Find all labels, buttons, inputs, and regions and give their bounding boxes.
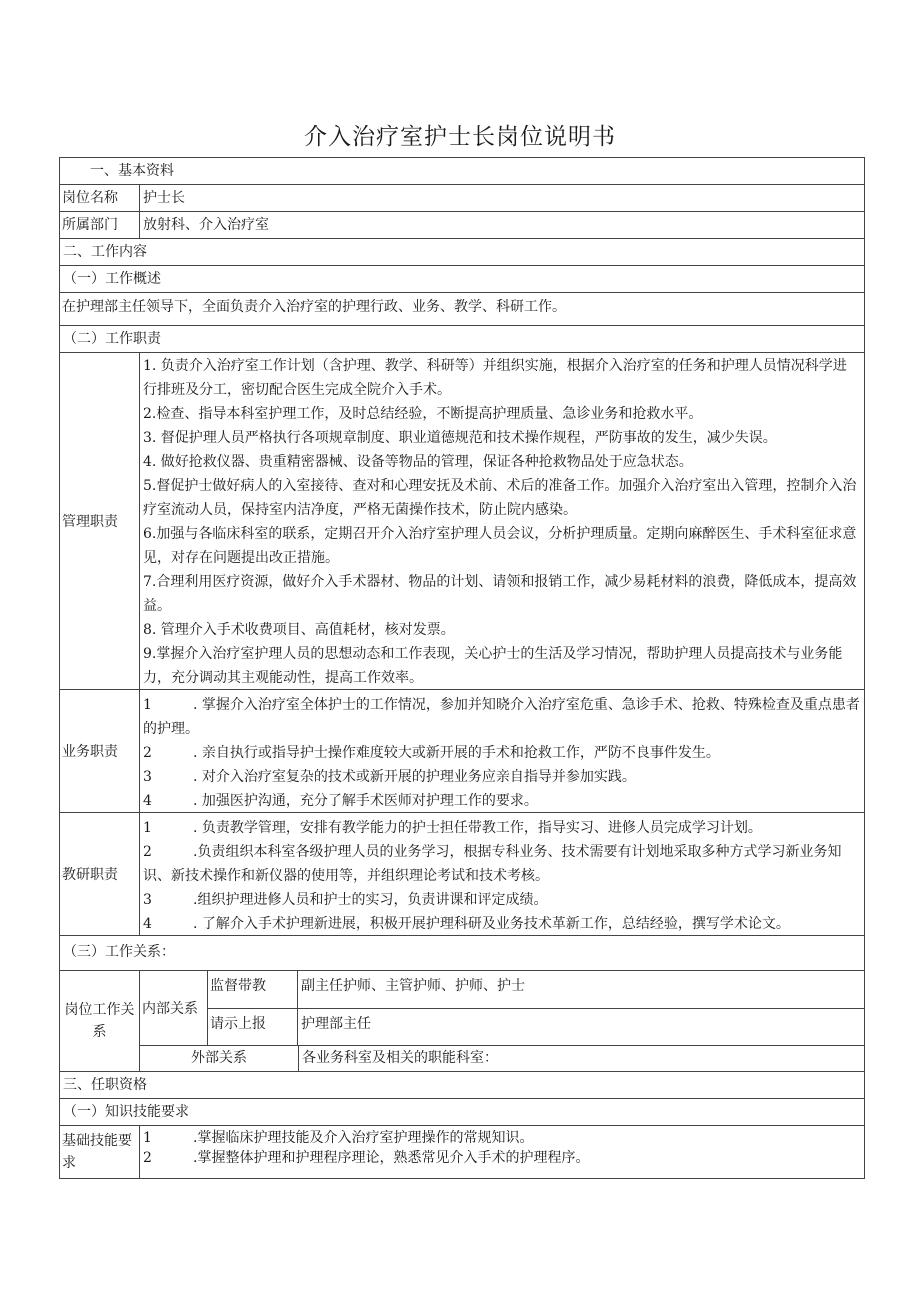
teaching-research-label: 教研职责	[60, 813, 140, 935]
section-qual-heading: 三、任职资格	[59, 1072, 865, 1099]
item-number: 2	[143, 1150, 152, 1166]
list-item	[143, 741, 864, 765]
relations-heading: （三）工作关系：	[59, 936, 865, 971]
item-text: . 掌握介入治疗室全体护士的工作情况，参加并知晓介入治疗室危重、急诊手术、抢救、特殊检查及重点患者的护理。	[143, 697, 860, 737]
work-relations-table	[59, 971, 865, 1072]
section-work-heading: 二、工作内容	[59, 239, 865, 266]
supervise-row	[208, 971, 864, 1009]
item-number: 4	[143, 793, 152, 809]
item-number: 3	[143, 892, 152, 908]
item-text: . 对介入治疗室复杂的技术或新开展的护理业务应亲自指导并参加实践。	[193, 769, 636, 785]
item-number: 4	[143, 916, 152, 932]
supervise-label: 监督带教	[208, 971, 298, 1008]
item-text: . 加强医护沟通，充分了解手术医师对护理工作的要求。	[193, 793, 538, 809]
item-text: .掌握临床护理技能及介入治疗室护理操作的常规知识。	[193, 1130, 534, 1146]
dept-label: 所属部门	[60, 212, 140, 238]
list-item	[143, 840, 864, 888]
external-relations	[140, 1046, 864, 1071]
external-relations-value: 各业务科室及相关的职能科室：	[302, 1050, 498, 1066]
external-relations-label: 外部关系	[140, 1046, 299, 1071]
overview-heading: （一）工作概述	[59, 266, 865, 293]
list-item	[143, 789, 864, 812]
management-duties-list	[140, 353, 864, 689]
list-item: 8. 管理介入手术收费项目、高值耗材，核对发票。	[143, 622, 455, 638]
duties-heading: （二）工作职责	[59, 326, 865, 353]
report-row	[208, 1009, 864, 1045]
list-item	[143, 888, 864, 912]
item-text: . 亲自执行或指导护士操作难度较大或新开展的手术和抢救工作，严防不良事件发生。	[193, 745, 720, 761]
item-number: 1	[143, 1130, 152, 1146]
management-duties-label: 管理职责	[60, 353, 140, 689]
list-item: 9.掌握介入治疗室护理人员的思想动态和工作表现，关心护士的生活及学习情况，帮助护理人员提高技术与业务能力，充分调动其主观能动性，提高工作效率。	[143, 646, 843, 686]
internal-relations-body	[208, 971, 864, 1045]
basic-skills-list	[140, 1126, 864, 1178]
item-text: . 负责教学管理，安排有教学能力的护士担任带教工作，指导实习、进修人员完成学习计划。	[193, 820, 762, 836]
skills-heading: （一）知识技能要求	[59, 1099, 865, 1126]
overview-text: 在护理部主任领导下，全面负责介入治疗室的护理行政、业务、教学、科研工作。	[59, 293, 865, 326]
list-item	[143, 816, 864, 840]
list-item: 1. 负责介入治疗室工作计划（含护理、教学、科研等）并组织实施，根据介入治疗室的任务和护理人员情况科学进行排班及分工，密切配合医生完成全院介入手术。	[143, 358, 847, 398]
teaching-research-row	[59, 813, 865, 936]
teaching-research-list	[140, 813, 864, 935]
item-text: .组织护理进修人员和护士的实习，负责讲课和评定成绩。	[193, 892, 548, 908]
item-text: .掌握整体护理和护理程序理论，熟悉常见介入手术的护理程序。	[193, 1150, 590, 1166]
section-basic-heading: 一、基本资料	[59, 157, 865, 185]
business-duties-row	[59, 690, 865, 813]
list-item: 3. 督促护理人员严格执行各项规章制度、职业道德规范和技术操作规程，严防事故的发生，减少失误。	[143, 430, 777, 446]
dept-value: 放射科、介入治疗室	[143, 217, 269, 233]
internal-relations-label: 内部关系	[140, 971, 208, 1045]
report-value: 护理部主任	[301, 1016, 371, 1032]
list-item: 7.合理利用医疗资源，做好介入手术器材、物品的计划、请领和报销工作，减少易耗材料的浪费，降低成本，提高效益。	[143, 574, 857, 614]
work-relations-body	[140, 971, 864, 1071]
list-item	[143, 912, 864, 935]
basic-skills-row	[59, 1126, 865, 1179]
item-number: 1	[143, 820, 152, 836]
list-item: 6.加强与各临床科室的联系，定期召开介入治疗室护理人员会议，分析护理质量。定期向麻醉医生、手术科室征求意见，对存在问题提出改正措施。	[143, 526, 857, 566]
report-label: 请示上报	[208, 1009, 298, 1045]
business-duties-label: 业务职责	[60, 690, 140, 812]
item-number: 2	[143, 844, 152, 860]
supervise-value: 副主任护师、主管护师、护师、护士	[301, 978, 525, 994]
item-text: . 了解介入手术护理新进展，积极开展护理科研及业务技术革新工作，总结经验，撰写学术论文。	[193, 916, 790, 932]
item-text: .负责组织本科室各级护理人员的业务学习，根据专科业务、技术需要有计划地采取多种方式学习新业务知识、新技术操作和新仪器的使用等，并组织理论考试和技术考核。	[143, 844, 842, 884]
list-item	[143, 693, 864, 741]
item-number: 2	[143, 745, 152, 761]
basic-skills-label: 基础技能要求	[60, 1126, 140, 1178]
management-duties-row	[59, 353, 865, 690]
post-name-label: 岗位名称	[60, 185, 140, 211]
list-item	[143, 1148, 864, 1168]
post-name-value: 护士长	[143, 190, 185, 206]
list-item	[143, 1128, 864, 1148]
work-relations-label: 岗位工作关系	[60, 971, 140, 1071]
list-item: 5.督促护士做好病人的入室接待、查对和心理安抚及术前、术后的准备工作。加强介入治疗室出入管理，控制介入治疗室流动人员，保持室内洁净度，严格无菌操作技术，防止院内感染。	[143, 478, 857, 518]
item-number: 3	[143, 769, 152, 785]
business-duties-list	[140, 690, 864, 812]
job-description-table	[59, 157, 865, 1179]
post-name-row	[59, 185, 865, 212]
list-item: 4. 做好抢救仪器、贵重精密器械、设备等物品的管理，保证各种抢救物品处于应急状态。	[143, 454, 693, 470]
item-number: 1	[143, 697, 152, 713]
list-item: 2.检查、指导本科室护理工作，及时总结经验，不断提高护理质量、急诊业务和抢救水平。	[143, 406, 703, 422]
dept-row	[59, 212, 865, 239]
page-title: 介入治疗室护士长岗位说明书	[304, 124, 616, 150]
list-item	[143, 765, 864, 789]
internal-relations	[140, 971, 864, 1046]
